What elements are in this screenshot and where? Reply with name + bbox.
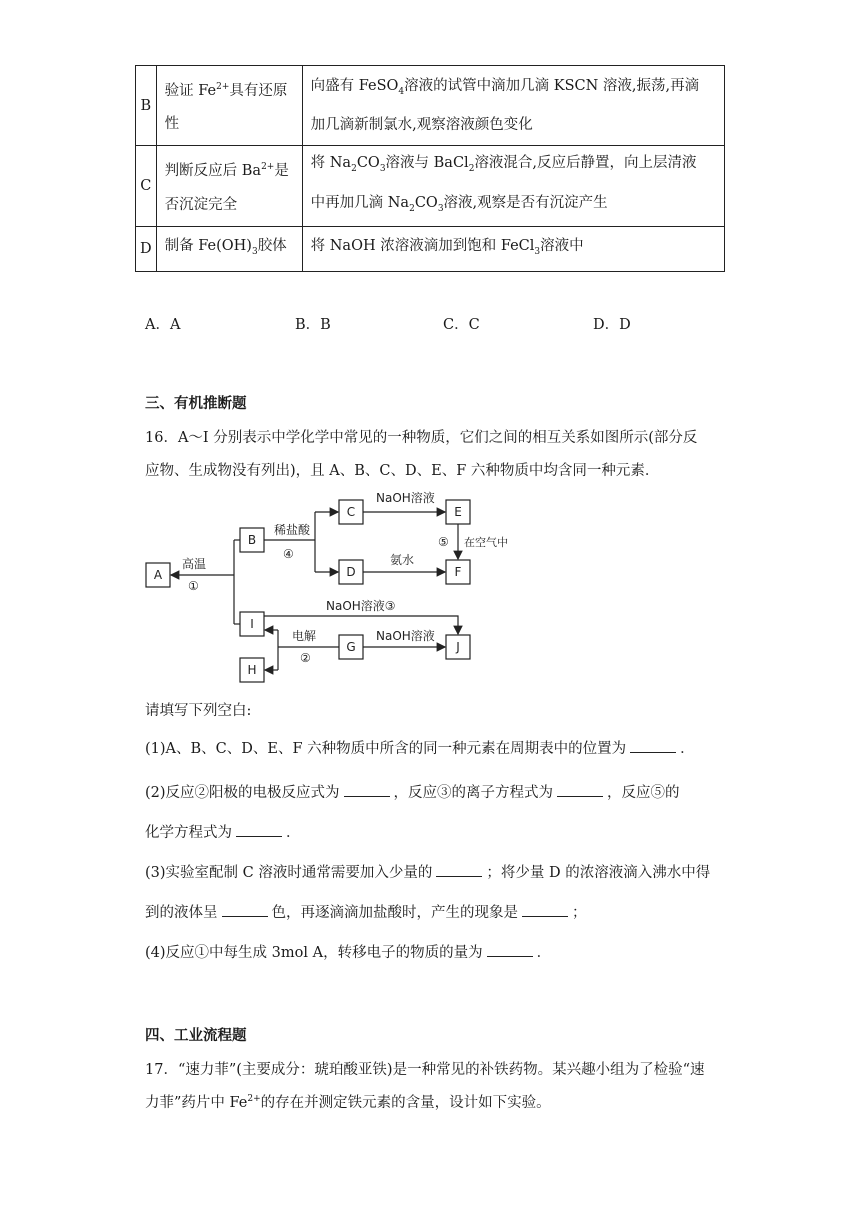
sub-question-text: (2)反应②阳极的电极反应式为 bbox=[145, 785, 340, 801]
node-b bbox=[240, 528, 264, 552]
svg-text:F: F bbox=[454, 565, 462, 579]
svg-text:C: C bbox=[346, 505, 356, 519]
node-c bbox=[339, 500, 363, 524]
node-f bbox=[446, 560, 470, 584]
label-r1: ① bbox=[188, 579, 199, 593]
method-text: 溶液中 bbox=[540, 237, 584, 254]
label-dianjie: 电解 bbox=[292, 629, 317, 643]
label-naoh3: NaOH溶液③ bbox=[326, 599, 396, 613]
answer-blank[interactable] bbox=[222, 902, 268, 917]
node-a bbox=[146, 563, 170, 587]
goal-sub: 3 bbox=[251, 246, 258, 257]
table-row bbox=[136, 146, 725, 227]
answer-blank[interactable] bbox=[236, 822, 282, 837]
label-anshui: 氨水 bbox=[390, 553, 415, 567]
row-method bbox=[302, 226, 724, 271]
row-letter: D bbox=[136, 226, 157, 271]
sub-question-text: ． bbox=[286, 825, 301, 841]
answer-blank[interactable] bbox=[344, 782, 390, 797]
question-text bbox=[145, 1091, 551, 1112]
choice-c[interactable]: C．C bbox=[443, 317, 480, 333]
method-text: CO bbox=[356, 155, 380, 171]
sub-question-4 bbox=[145, 941, 551, 962]
sub-question-text: 化学方程式为 bbox=[145, 825, 232, 841]
sub-question-text: ，反应③的离子方程式为 bbox=[393, 785, 554, 801]
section-title: 三、有机推断题 bbox=[145, 395, 247, 412]
label-gaowen: 高温 bbox=[182, 557, 207, 571]
question-text: 16．A～I 分别表示中学化学中常见的一种物质，它们之间的相互关系如图所示(部分反 bbox=[145, 430, 698, 446]
svg-text:H: H bbox=[247, 663, 257, 677]
answer-blank[interactable] bbox=[436, 862, 482, 877]
svg-text:E: E bbox=[454, 505, 462, 519]
choice-b[interactable]: B．B bbox=[295, 317, 331, 333]
question-sup: 2+ bbox=[247, 1094, 261, 1105]
svg-text:B: B bbox=[247, 533, 257, 547]
method-text: 中再加几滴 Na bbox=[310, 194, 410, 211]
answer-blank[interactable] bbox=[487, 942, 533, 957]
row-goal bbox=[156, 66, 302, 146]
goal-sup: 2+ bbox=[261, 161, 275, 172]
method-sub: 3 bbox=[437, 203, 444, 214]
method-text: 溶液的试管中滴加几滴 KSCN 溶液,振荡,再滴 bbox=[404, 77, 700, 94]
label-kongqi: 在空气中 bbox=[464, 536, 508, 549]
label-xiyansuan: 稀盐酸 bbox=[274, 523, 311, 537]
label-r4: ④ bbox=[283, 547, 294, 561]
node-j bbox=[446, 635, 470, 659]
choice-d[interactable]: D．D bbox=[593, 317, 631, 333]
section-title: 四、工业流程题 bbox=[145, 1027, 247, 1044]
answer-blank[interactable] bbox=[522, 902, 568, 917]
row-method bbox=[302, 66, 724, 146]
question-text: 应物、生成物没有列出)，且 A、B、C、D、E、F 六种物质中均含同一种元素． bbox=[145, 463, 660, 479]
method-sub: 2 bbox=[468, 163, 475, 174]
method-sub: 4 bbox=[398, 86, 405, 97]
table-row bbox=[136, 66, 725, 146]
sub-question-text: (1)A、B、C、D、E、F 六种物质中所含的同一种元素在周期表中的位置为 bbox=[145, 741, 627, 757]
answer-blank[interactable] bbox=[557, 782, 603, 797]
method-sub: 2 bbox=[351, 163, 357, 174]
row-letter: B bbox=[136, 66, 157, 146]
sub-question-text: 到的液体呈 bbox=[145, 905, 218, 921]
sub-question-3 bbox=[145, 861, 710, 882]
label-r5: ⑤ bbox=[438, 535, 449, 549]
answer-blank[interactable] bbox=[630, 738, 676, 753]
question-text: 17．“速力菲”(主要成分：琥珀酸亚铁)是一种常见的补铁药物。某兴趣小组为了检验“速 bbox=[145, 1062, 705, 1078]
row-goal bbox=[156, 226, 302, 271]
sub-question-3-cont bbox=[145, 901, 587, 922]
goal-text: 是 bbox=[274, 162, 289, 179]
svg-text:D: D bbox=[346, 565, 356, 579]
method-text: CO bbox=[414, 194, 438, 211]
sub-question-2 bbox=[145, 781, 680, 802]
sub-question-text: (4)反应①中每生成 3mol A，转移电子的物质的量为 bbox=[145, 945, 483, 961]
method-text: 加几滴新制氯水,观察溶液颜色变化 bbox=[310, 117, 533, 134]
choice-a[interactable]: A．A bbox=[145, 317, 181, 333]
label-r2: ② bbox=[300, 651, 311, 665]
svg-text:A: A bbox=[153, 568, 163, 582]
method-text: 溶液,观察是否有沉淀产生 bbox=[443, 194, 608, 211]
method-text: 将 NaOH 浓溶液滴加到饱和 FeCl bbox=[310, 237, 535, 254]
svg-text:I: I bbox=[250, 617, 254, 631]
sub-question-1 bbox=[145, 737, 695, 758]
goal-text: 制备 Fe(OH) bbox=[164, 237, 252, 254]
goal-text: 胶体 bbox=[257, 237, 287, 254]
sub-question-2-cont bbox=[145, 821, 301, 842]
goal-text: 判断反应后 Ba bbox=[164, 162, 262, 179]
method-text: 向盛有 FeSO bbox=[310, 77, 399, 94]
method-text: 溶液混合,反应后静置，向上层清液 bbox=[474, 155, 697, 171]
row-method bbox=[302, 146, 724, 227]
sub-question-text: ； bbox=[572, 905, 587, 921]
node-h bbox=[240, 658, 264, 682]
method-sub: 3 bbox=[379, 163, 386, 174]
sub-question-text: 色，再逐滴滴加盐酸时，产生的现象是 bbox=[271, 905, 518, 921]
node-e bbox=[446, 500, 470, 524]
node-d bbox=[339, 560, 363, 584]
prompt-text: 请填写下列空白: bbox=[145, 703, 252, 719]
goal-text: 具有还原 bbox=[229, 82, 288, 99]
label-naoh2: NaOH溶液 bbox=[376, 629, 435, 643]
sub-question-text: ，反应⑤的 bbox=[607, 785, 680, 801]
row-goal bbox=[156, 146, 302, 227]
sub-question-text: (3)实验室配制 C 溶液时通常需要加入少量的 bbox=[145, 865, 433, 881]
row-letter: C bbox=[136, 146, 157, 227]
goal-sup: 2+ bbox=[216, 81, 230, 92]
method-sub: 2 bbox=[409, 203, 415, 214]
method-text: 将 Na bbox=[310, 155, 352, 171]
method-text: 溶液与 BaCl bbox=[385, 155, 469, 171]
node-g bbox=[339, 635, 363, 659]
table-row bbox=[136, 226, 725, 271]
label-naoh1: NaOH溶液 bbox=[376, 491, 435, 505]
answer-choices bbox=[145, 313, 705, 333]
goal-text: 验证 Fe bbox=[164, 82, 217, 99]
node-i bbox=[240, 612, 264, 636]
question-text-part: 力菲”药片中 Fe bbox=[145, 1095, 248, 1111]
goal-text: 性 bbox=[164, 116, 180, 133]
svg-text:G: G bbox=[346, 640, 356, 654]
svg-text:J: J bbox=[456, 640, 460, 654]
question-text-part: 的存在并测定铁元素的含量，设计如下实验。 bbox=[260, 1095, 551, 1111]
sub-question-text: ． bbox=[536, 945, 552, 961]
sub-question-text: ． bbox=[680, 741, 695, 757]
reaction-diagram bbox=[140, 490, 508, 690]
experiment-table bbox=[135, 65, 725, 272]
sub-question-text: ；将少量 D 的浓溶液滴入沸水中得 bbox=[486, 865, 711, 881]
goal-text: 否沉淀完全 bbox=[164, 196, 238, 213]
method-sub: 3 bbox=[534, 246, 541, 257]
